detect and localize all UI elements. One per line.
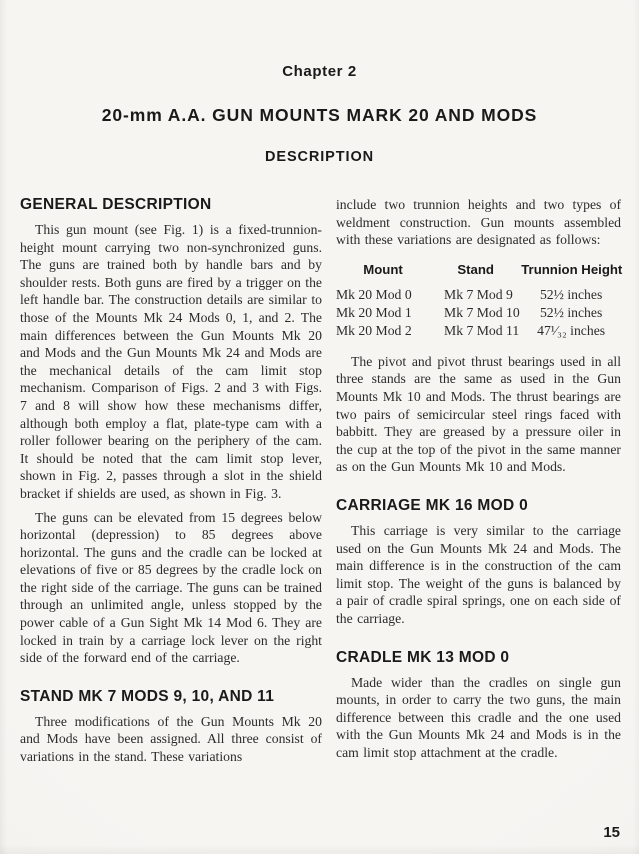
- heading-stand-mk7: STAND MK 7 MODS 9, 10, AND 11: [20, 687, 275, 705]
- chapter-heading: Chapter 2: [282, 63, 357, 80]
- column-header-stand: Stand: [457, 261, 494, 277]
- two-column-body: [0, 196, 639, 766]
- paragraph-general-1: This gun mount (see Fig. 1) is a fixed-trunnion-height mount carrying two non-synchronized guns. The guns are trained both by handle bars and by shoulder rests. Both guns are fired by a trigger on the left handle bar. The construction details are similar to those of the Mounts Mk 24 Mods 0, 1, and 2. The main differences between the Gun Mounts Mk 20 and Mods and the Gun Mounts Mk 24 and Mods are the mechanical details of the cam limit stop mechanism. Comparison of Figs. 2 and 3 with Figs. 7 and 8 will show how these mechanisms differ, although both employ a flat, plate-type cam with a roller follower bearing on the periphery of the cam. It should be noted that the cam limit stop lever, shown in Fig. 2, passes through a slot in the shield bracket if shields are used, as shown in Fig. 3.: [20, 222, 322, 501]
- description-subtitle: DESCRIPTION: [265, 149, 374, 165]
- cell-trunnion-height: 52½ inches: [539, 304, 603, 320]
- table-row: [336, 322, 621, 340]
- heading-carriage-mk16: CARRIAGE MK 16 MOD 0: [336, 496, 529, 514]
- table-row: [336, 304, 621, 322]
- cell-mount: Mk 20 Mod 1: [336, 304, 412, 320]
- mount-designation-table: [336, 262, 621, 340]
- page-number: 15: [603, 824, 620, 841]
- paragraph-pivot-bearings: The pivot and pivot thrust bearings used in all three stands are the same as used in the Gun Mounts Mk 10 and Mods. The thrust bearings are two pairs of semicircular steel rings faced with babbitt. They are greased by a pressure oiler in the cup at the top of the pivot in the same manner as on the Gun Mounts Mk 10 and Mods.: [336, 353, 621, 475]
- table-row: [336, 286, 621, 304]
- column-header-trunnion-height: Trunnion Height: [521, 261, 623, 277]
- cell-trunnion-height: 47¹⁄₃₂ inches: [537, 322, 606, 338]
- paragraph-stand-continued: include two trunnion heights and two types of weldment construction. Gun mounts assembled with these variations are designated as follows:: [336, 197, 621, 248]
- cell-stand: Mk 7 Mod 10: [444, 304, 520, 320]
- cell-stand: Mk 7 Mod 9: [444, 286, 513, 302]
- heading-general-description: GENERAL DESCRIPTION: [20, 196, 212, 213]
- paragraph-general-2: The guns can be elevated from 15 degrees below horizontal (depression) to 85 degrees above horizontal. The guns and the cradle can be locked at elevations of five or 85 degrees by the cradle lock on the right side of the carriage. The guns can be trained through an unlimited angle, unless stopped by the power cable of a Gun Sight Mk 14 Mod 6. They are locked in train by a carriage lock lever on the right side of the forward end of the carriage.: [20, 509, 322, 666]
- paragraph-cradle-1: Made wider than the cradles on single gun mounts, in order to carry the two guns, the main difference between this cradle and the one used with the Gun Mounts Mk 24 and Mods is in the cam limit stop attachment at the cradle.: [336, 674, 621, 760]
- paragraph-carriage-1: This carriage is very similar to the carriage used on the Gun Mounts Mk 24 and Mods. The main difference is in the construction of the cam limit stop. The weight of the guns is balanced by a pair of cradle spiral springs, one on each side of the carriage.: [336, 522, 621, 626]
- paragraph-stand-1: Three modifications of the Gun Mounts Mk 20 and Mods have been assigned. All three consist of variations in the stand. These variations: [20, 713, 322, 765]
- cell-trunnion-height: 52½ inches: [539, 286, 603, 302]
- page-title: 20-mm A.A. GUN MOUNTS MARK 20 AND MODS: [101, 105, 538, 125]
- left-column: [20, 196, 322, 766]
- heading-cradle-mk13: CRADLE MK 13 MOD 0: [336, 648, 510, 666]
- column-header-mount: Mount: [363, 261, 403, 277]
- cell-mount: Mk 20 Mod 2: [336, 322, 412, 338]
- table-header-row: [336, 262, 621, 286]
- cell-mount: Mk 20 Mod 0: [336, 286, 412, 302]
- right-column: [336, 196, 621, 766]
- cell-stand: Mk 7 Mod 11: [444, 322, 520, 338]
